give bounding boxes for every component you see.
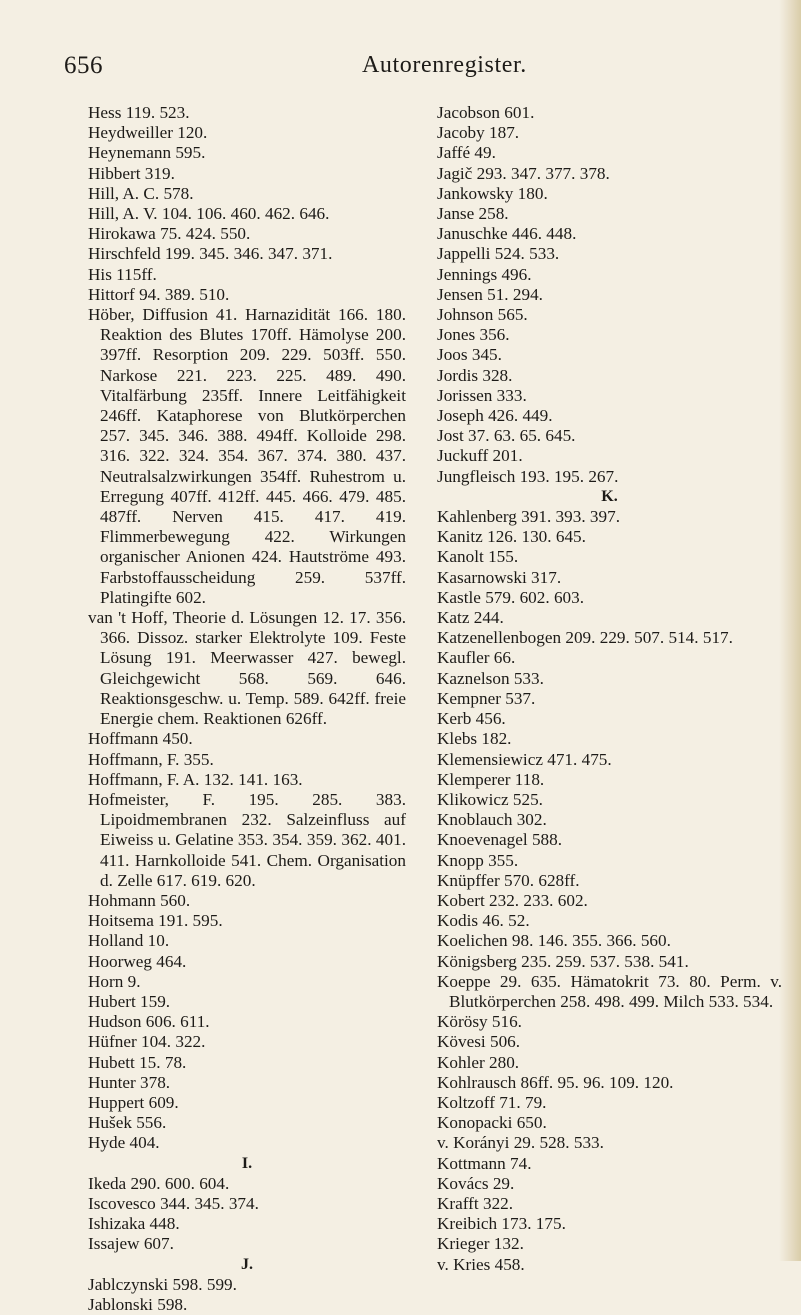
index-entry: Joseph 426. 449. — [437, 406, 553, 426]
index-entry: v. Kries 458. — [437, 1254, 525, 1274]
index-entry: Hunter 378. — [88, 1072, 171, 1092]
running-title: Autorenregister. — [362, 52, 527, 78]
index-entry: Kastle 579. 602. 603. — [437, 587, 585, 607]
section-letter-heading: J. — [241, 1255, 253, 1273]
index-entry: Kohlrausch 86ff. 95. 96. 109. 120. — [437, 1072, 674, 1092]
index-entry: Jennings 496. — [437, 264, 532, 284]
index-entry: Klemperer 118. — [437, 769, 545, 789]
index-entry: Hyde 404. — [88, 1133, 160, 1153]
index-entry: Kaufler 66. — [437, 648, 516, 668]
index-entry: Knoblauch 302. — [437, 810, 547, 830]
index-entry: Iscovesco 344. 345. 374. — [88, 1193, 259, 1213]
index-entry: Hoitsema 191. 595. — [88, 911, 223, 931]
index-entry: Kövesi 506. — [437, 1032, 521, 1052]
index-entry: Joos 345. — [437, 345, 502, 365]
index-entry: Issajew 607. — [88, 1234, 174, 1254]
index-entry: Katz 244. — [437, 608, 504, 628]
index-entry: Kreibich 173. 175. — [437, 1214, 566, 1234]
index-entry: Horn 9. — [88, 971, 141, 991]
index-entry: Hušek 556. — [88, 1113, 167, 1133]
index-entry: Jagič 293. 347. 377. 378. — [437, 163, 610, 183]
index-entry: Jappelli 524. 533. — [437, 244, 560, 264]
index-entry: Jordis 328. — [437, 365, 513, 385]
index-column-left — [88, 103, 406, 1315]
index-entry: Katzenellenbogen 209. 229. 507. 514. 517. — [437, 628, 733, 648]
page-number: 656 — [64, 52, 103, 79]
index-entry: Hittorf 94. 389. 510. — [88, 284, 230, 304]
index-entry: Körösy 516. — [437, 1012, 522, 1032]
index-entry: Hess 119. 523. — [88, 103, 190, 122]
section-letter-heading: K. — [601, 487, 618, 505]
index-entry: Hoorweg 464. — [88, 951, 187, 971]
index-entry: Hill, A. C. 578. — [88, 183, 194, 203]
index-entry: Johnson 565. — [437, 305, 528, 325]
index-entry: Jones 356. — [437, 325, 510, 345]
index-entry: Januschke 446. 448. — [437, 224, 577, 244]
page-edge-shadow — [779, 0, 801, 1261]
index-entry: Kempner 537. — [437, 688, 536, 708]
index-entry: Kaznelson 533. — [437, 668, 544, 688]
index-entry: Holland 10. — [88, 931, 170, 951]
index-entry: Kerb 456. — [437, 709, 506, 729]
index-entry: Krafft 322. — [437, 1193, 514, 1213]
index-entry: Hudson 606. 611. — [88, 1012, 210, 1032]
index-entry: Hubett 15. 78. — [88, 1052, 187, 1072]
index-entry: Huppert 609. — [88, 1092, 179, 1112]
index-entry: Hirschfeld 199. 345. 346. 347. 371. — [88, 244, 333, 264]
index-entry: Knüpffer 570. 628ff. — [437, 870, 580, 890]
index-entry: Koeppe 29. 635. Hämatokrit 73. 80. Perm. v. Blutkörperchen 258. 498. 499. Milch 533. 534. — [437, 971, 782, 1011]
index-entry: Hill, A. V. 104. 106. 460. 462. 646. — [88, 204, 330, 224]
index-entry: Hohmann 560. — [88, 890, 191, 910]
index-entry: Jablczynski 598. 599. — [88, 1274, 237, 1294]
index-entry: Knoevenagel 588. — [437, 830, 563, 850]
index-entry: Konopacki 650. — [437, 1113, 547, 1133]
page-header — [0, 52, 801, 92]
index-entry: Klebs 182. — [437, 729, 512, 749]
index-entry: His 115ff. — [88, 264, 157, 284]
index-entry: Kodis 46. 52. — [437, 911, 530, 931]
index-entry: Kanitz 126. 130. 645. — [437, 527, 586, 547]
index-entry: Kottmann 74. — [437, 1153, 532, 1173]
index-column-right — [437, 103, 782, 1275]
index-entry: Hubert 159. — [88, 991, 171, 1011]
index-entry: Hirokawa 75. 424. 550. — [88, 224, 251, 244]
index-entry: Koltzoff 71. 79. — [437, 1092, 547, 1112]
index-entry: Heydweiller 120. — [88, 123, 208, 143]
index-entry: van 't Hoff, Theorie d. Lösungen 12. 17. 356. 366. Dissoz. starker Elektrolyte 109. Feste Lösung 191. Meerwasser 427. bewegl. Gleichgewicht 568. 569. 646. Reaktionsgeschw. u. Temp. 589. 642ff. freie Energie chem. Reaktionen 626ff. — [88, 608, 406, 729]
index-entry: Knopp 355. — [437, 850, 519, 870]
index-entry: Jankowsky 180. — [437, 183, 548, 203]
index-entry: Klemensiewicz 471. 475. — [437, 749, 612, 769]
index-entry: Ishizaka 448. — [88, 1214, 180, 1234]
index-entry: Juckuff 201. — [437, 446, 523, 466]
index-entry: Jacobson 601. — [437, 103, 535, 122]
index-entry: Jost 37. 63. 65. 645. — [437, 426, 576, 446]
index-entry: Jablonski 598. — [88, 1294, 188, 1314]
index-entry: Jaffé 49. — [437, 143, 496, 163]
index-entry: Hüfner 104. 322. — [88, 1032, 206, 1052]
index-entry: Hoffmann, F. 355. — [88, 749, 214, 769]
index-entry: Krieger 132. — [437, 1234, 524, 1254]
index-entry: Jorissen 333. — [437, 385, 527, 405]
index-entry: Kahlenberg 391. 393. 397. — [437, 507, 620, 527]
index-entry: Jungfleisch 193. 195. 267. — [437, 466, 619, 486]
index-entry: Kovács 29. — [437, 1173, 515, 1193]
index-entry: Heynemann 595. — [88, 143, 206, 163]
index-entry: Kobert 232. 233. 602. — [437, 890, 588, 910]
index-entry: v. Korányi 29. 528. 533. — [437, 1133, 604, 1153]
index-entry: Hoffmann 450. — [88, 729, 193, 749]
index-entry: Hofmeister, F. 195. 285. 383. Lipoidmembranen 232. Salzeinfluss auf Eiweiss u. Gelatine 353. 354. 359. 362. 401. 411. Harnkolloide 541. Chem. Organisation d. Zelle 617. 619. 620. — [88, 789, 406, 890]
index-entry: Höber, Diffusion 41. Harnazidität 166. 180. Reaktion des Blutes 170ff. Hämolyse 200. 397ff. Resorption 209. 229. 503ff. 550. Narkose 221. 223. 225. 489. 490. Vitalfärbung 235ff. Innere Leitfähigkeit 246ff. Kataphorese von Blutkörperchen 257. 345. 346. 388. 494ff. Kolloide 298. 316. 322. 324. 354. 367. 374. 380. 437. Neutralsalzwirkungen 354ff. Ruhestrom u. Erregung 407ff. 412ff. 445. 466. 479. 485. 487ff. Nerven 415. 417. 419. Flimmerbewegung 422. Wirkungen organischer Anionen 424. Hautströme 493. Farbstoffausscheidung 259. 537ff. Platingifte 602. — [88, 305, 406, 607]
section-letter-heading: I. — [241, 1154, 253, 1172]
index-entry: Königsberg 235. 259. 537. 538. 541. — [437, 951, 689, 971]
index-entry: Ikeda 290. 600. 604. — [88, 1173, 230, 1193]
index-entry: Kohler 280. — [437, 1052, 520, 1072]
index-entry: Jensen 51. 294. — [437, 284, 543, 304]
index-entry: Hibbert 319. — [88, 163, 175, 183]
index-entry: Hoffmann, F. A. 132. 141. 163. — [88, 769, 303, 789]
index-entry: Klikowicz 525. — [437, 789, 543, 809]
index-entry: Janse 258. — [437, 204, 509, 224]
index-entry: Kasarnowski 317. — [437, 567, 562, 587]
index-entry: Jacoby 187. — [437, 123, 520, 143]
index-entry: Kanolt 155. — [437, 547, 519, 567]
index-entry: Koelichen 98. 146. 355. 366. 560. — [437, 931, 671, 951]
